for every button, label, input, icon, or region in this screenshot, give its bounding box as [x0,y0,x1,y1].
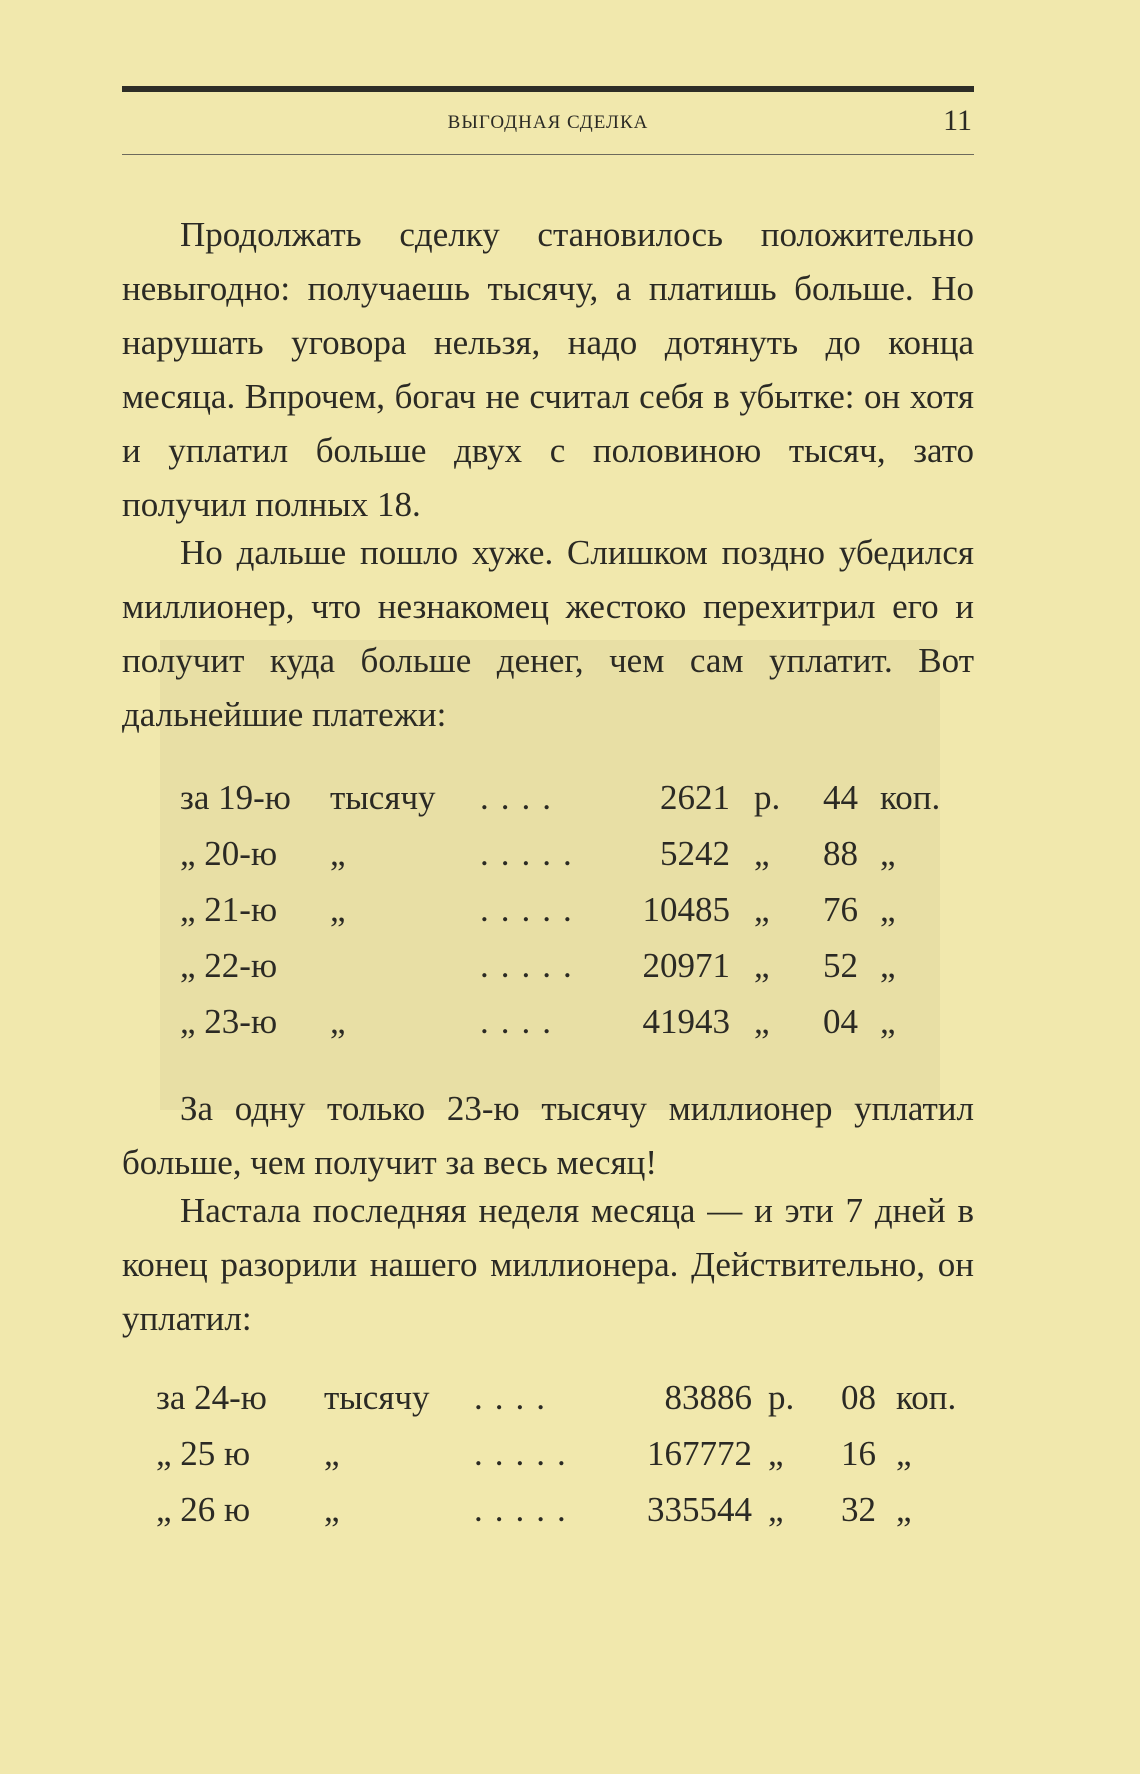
payment-kl: „ [896,1490,912,1529]
payment-rub: 20971 [642,946,730,985]
payment-kl: „ [880,946,896,985]
payment-kop: 44 [823,778,858,817]
table-row [180,826,960,882]
payment-unit: „ [324,1490,340,1529]
payment-kop: 76 [823,890,858,929]
paragraph-2 [122,526,974,742]
payment-dots: ..... [474,1434,578,1473]
table-row [180,770,960,826]
payment-kl: коп. [896,1378,957,1417]
payment-r: „ [754,946,770,985]
payment-kop: 04 [823,1002,858,1041]
table-row [180,938,960,994]
table-row [156,1482,976,1538]
payment-unit: „ [330,1002,346,1041]
table-row [156,1370,976,1426]
payment-dots: .... [474,1378,557,1417]
payment-dots: ..... [480,946,584,985]
payment-rub: 5242 [660,834,730,873]
paragraph-text: Продолжать сделку становилось положительно невыгодно: получаешь тысячу, а платишь больше. Но нарушать уговора нельзя, надо дотянуть до конца месяца. Впрочем, богач не считал себя в убытке: он хотя и уплатил больше двух с половиною тысяч, зато получил полных 18. [122,215,974,524]
payment-rub: 335544 [647,1490,752,1529]
payment-kop: 32 [841,1490,876,1529]
paragraph-3 [122,1082,974,1190]
paragraph-text: Но дальше пошло хуже. Слишком поздно убедился миллионер, что незнакомец жестоко перехитрил его и получит куда больше денег, чем сам уплатит. Вот дальнейшие платежи: [122,533,974,734]
payment-r: „ [754,834,770,873]
table-row [180,994,960,1050]
payment-label: „ 21-ю [180,890,278,929]
payment-r: „ [754,1002,770,1041]
header-rule-thick [122,86,974,92]
payment-label: за 19-ю [180,778,291,817]
payment-dots: .... [480,1002,563,1041]
payment-unit: тысячу [324,1378,430,1417]
header-rule-thin [122,154,974,155]
payment-unit: „ [330,834,346,873]
payment-kop: 08 [841,1378,876,1417]
paragraph-text: Настала последняя неделя месяца — и эти 7 дней в конец разорили нашего миллионера. Действительно, он уплатил: [122,1191,974,1338]
payment-dots: .... [480,778,563,817]
payment-kop: 88 [823,834,858,873]
payment-rub: 41943 [642,1002,730,1041]
payment-dots: ..... [474,1490,578,1529]
payment-label: „ 25 ю [156,1434,251,1473]
payment-kop: 52 [823,946,858,985]
paragraph-text: За одну только 23-ю тысячу миллионер уплатил больше, чем получит за весь месяц! [122,1089,974,1182]
paragraph-4 [122,1184,974,1346]
payment-rub: 10485 [642,890,730,929]
payment-r: „ [754,890,770,929]
payment-r: „ [768,1490,784,1529]
payment-label: „ 26 ю [156,1490,251,1529]
running-header [122,104,974,144]
page-number: 11 [943,104,972,137]
payment-kl: „ [896,1434,912,1473]
payment-dots: ..... [480,834,584,873]
payment-unit: тысячу [330,778,436,817]
payment-r: р. [754,778,781,817]
payment-r: р. [768,1378,795,1417]
payment-kl: „ [880,834,896,873]
payment-r: „ [768,1434,784,1473]
payment-label: за 24-ю [156,1378,267,1417]
payment-rub: 83886 [664,1378,752,1417]
payment-rub: 167772 [647,1434,752,1473]
payment-kop: 16 [841,1434,876,1473]
payment-unit: „ [330,890,346,929]
table-row [180,882,960,938]
payment-label: „ 20-ю [180,834,278,873]
payments-table-1 [180,770,960,1050]
paragraph-1 [122,208,974,532]
running-title: ВЫГОДНАЯ СДЕЛКА [447,112,649,133]
payment-unit: „ [324,1434,340,1473]
payment-label: „ 23-ю [180,1002,278,1041]
payment-dots: ..... [480,890,584,929]
payments-table-2 [156,1370,976,1538]
table-row [156,1426,976,1482]
payment-kl: коп. [880,778,941,817]
payment-kl: „ [880,1002,896,1041]
payment-rub: 2621 [660,778,730,817]
payment-label: „ 22-ю [180,946,278,985]
payment-kl: „ [880,890,896,929]
